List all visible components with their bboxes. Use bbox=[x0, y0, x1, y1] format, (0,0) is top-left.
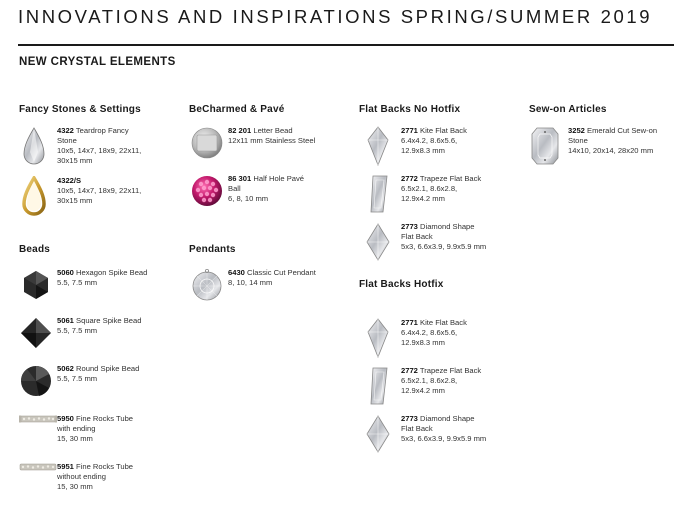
product-code: 5060 bbox=[57, 268, 74, 277]
product-code: 4322 bbox=[57, 126, 74, 135]
category-flat-backs-no-hotfix: Flat Backs No Hotfix bbox=[359, 104, 461, 115]
product-sizes: 6.4x4.2, 8.6x5.6, bbox=[401, 328, 458, 337]
kite-icon bbox=[363, 126, 393, 166]
square-spike-bead-icon bbox=[19, 316, 53, 350]
teardrop-stone-icon bbox=[19, 126, 49, 166]
diamond-shape-icon bbox=[363, 414, 393, 454]
emerald-cut-icon bbox=[530, 126, 560, 166]
product-name-line2: Ball bbox=[228, 184, 241, 193]
product-sizes-line2: 12.9x8.3 mm bbox=[401, 146, 445, 155]
product-sizes: 6.5x2.1, 8.6x2.8, bbox=[401, 184, 458, 193]
product-code: 6430 bbox=[228, 268, 245, 277]
product-name: Fine Rocks Tube bbox=[76, 462, 134, 471]
product-code: 2773 bbox=[401, 414, 418, 423]
product-name: Hexagon Spike Bead bbox=[76, 268, 148, 277]
pave-ball-icon bbox=[190, 174, 224, 208]
product-sizes: 5.5, 7.5 mm bbox=[57, 374, 98, 383]
product-sizes: 10x5, 14x7, 18x9, 22x11, bbox=[57, 186, 142, 195]
product-name-line2: Flat Back bbox=[401, 424, 433, 433]
diamond-shape-icon bbox=[363, 222, 393, 262]
product-code: 2771 bbox=[401, 318, 418, 327]
product-name: Square Spike Bead bbox=[76, 316, 142, 325]
product-sizes-line2: 30x15 mm bbox=[57, 196, 93, 205]
round-pendant-icon bbox=[190, 268, 224, 302]
round-spike-bead-icon bbox=[19, 364, 53, 398]
product-name-line2: Stone bbox=[57, 136, 77, 145]
letter-bead-icon bbox=[190, 126, 224, 160]
product-code: 2773 bbox=[401, 222, 418, 231]
kite-icon bbox=[363, 318, 393, 358]
product-sizes: 14x10, 20x14, 28x20 mm bbox=[568, 146, 654, 155]
category-beads: Beads bbox=[19, 244, 51, 255]
fine-rocks-tube-icon bbox=[19, 462, 57, 472]
product-name: Kite Flat Back bbox=[420, 318, 467, 327]
product-code: 5061 bbox=[57, 316, 74, 325]
category-pendants: Pendants bbox=[189, 244, 236, 255]
category-fancy-stones: Fancy Stones & Settings bbox=[19, 104, 141, 115]
product-name: Teardrop Fancy bbox=[75, 126, 129, 135]
product-code: 2772 bbox=[401, 366, 418, 375]
product-name: Classic Cut Pendant bbox=[247, 268, 316, 277]
product-code: 5062 bbox=[57, 364, 74, 373]
product-sizes-line2: 12.9x4.2 mm bbox=[401, 194, 445, 203]
product-sizes: 8, 10, 14 mm bbox=[228, 278, 273, 287]
product-sizes: 5.5, 7.5 mm bbox=[57, 326, 98, 335]
product-sizes: 15, 30 mm bbox=[57, 434, 93, 443]
section-title: NEW CRYSTAL ELEMENTS bbox=[19, 56, 176, 68]
trapeze-icon bbox=[363, 366, 393, 406]
product-code: 2771 bbox=[401, 126, 418, 135]
product-name-line2: with ending bbox=[57, 424, 96, 433]
product-code: 5950 bbox=[57, 414, 74, 423]
product-name: Kite Flat Back bbox=[420, 126, 467, 135]
product-code: 82 201 bbox=[228, 126, 252, 135]
category-becharmed-pave: BeCharmed & Pavé bbox=[189, 104, 285, 115]
product-name: Fine Rocks Tube bbox=[76, 414, 134, 423]
product-name-line2: Flat Back bbox=[401, 232, 433, 241]
product-name: Diamond Shape bbox=[420, 222, 475, 231]
page-title: INNOVATIONS AND INSPIRATIONS SPRING/SUMMER 2019 bbox=[18, 6, 653, 27]
category-sew-on-articles: Sew-on Articles bbox=[529, 104, 607, 115]
product-name: Trapeze Flat Back bbox=[419, 366, 482, 375]
product-sizes: 10x5, 14x7, 18x9, 22x11, bbox=[57, 146, 142, 155]
product-name: Trapeze Flat Back bbox=[419, 174, 482, 183]
product-sizes: 12x11 mm Stainless Steel bbox=[228, 136, 316, 145]
hexagon-spike-bead-icon bbox=[19, 268, 53, 302]
product-sizes: 5.5, 7.5 mm bbox=[57, 278, 98, 287]
fine-rocks-tube-icon bbox=[19, 414, 57, 424]
product-code: 3252 bbox=[568, 126, 585, 135]
trapeze-icon bbox=[363, 174, 393, 214]
product-sizes-line2: 12.9x8.3 mm bbox=[401, 338, 445, 347]
product-sizes: 6.4x4.2, 8.6x5.6, bbox=[401, 136, 458, 145]
category-flat-backs-hotfix: Flat Backs Hotfix bbox=[359, 279, 444, 290]
product-name: Round Spike Bead bbox=[76, 364, 140, 373]
product-code: 4322/S bbox=[57, 176, 82, 185]
product-sizes: 5x3, 6.6x3.9, 9.9x5.9 mm bbox=[401, 434, 487, 443]
product-sizes: 5x3, 6.6x3.9, 9.9x5.9 mm bbox=[401, 242, 487, 251]
product-name: Emerald Cut Sew-on bbox=[587, 126, 658, 135]
header-divider bbox=[18, 44, 674, 46]
product-sizes-line2: 12.9x4.2 mm bbox=[401, 386, 445, 395]
product-code: 2772 bbox=[401, 174, 418, 183]
product-code: 86 301 bbox=[228, 174, 252, 183]
product-name: Half Hole Pavé bbox=[253, 174, 305, 183]
product-name: Diamond Shape bbox=[420, 414, 475, 423]
gold-setting-icon bbox=[19, 176, 49, 216]
product-sizes: 15, 30 mm bbox=[57, 482, 93, 491]
product-name-line2: Stone bbox=[568, 136, 588, 145]
product-sizes-line2: 30x15 mm bbox=[57, 156, 93, 165]
product-name-line2: without ending bbox=[57, 472, 106, 481]
product-sizes: 6, 8, 10 mm bbox=[228, 194, 269, 203]
product-sizes: 6.5x2.1, 8.6x2.8, bbox=[401, 376, 458, 385]
product-code: 5951 bbox=[57, 462, 74, 471]
product-name: Letter Bead bbox=[253, 126, 293, 135]
